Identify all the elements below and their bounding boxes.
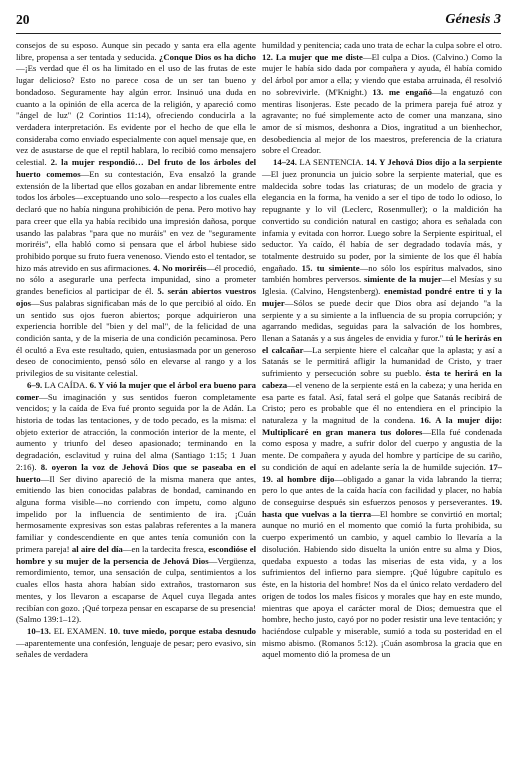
commentary-text: —aparentemente una confesión, lenguaje de pesar; pero evasivo, sin señales de verdadera: [16, 637, 256, 660]
commentary-text: LA CAÍDA.: [44, 379, 90, 390]
bold-lemma: 19. hasta que vuelvas a la tierra: [262, 497, 502, 519]
bold-lemma: 13. me engañó: [372, 86, 433, 97]
paragraph: [16, 380, 256, 626]
running-title: Génesis 3: [445, 12, 501, 27]
bold-lemma: 2. la mujer respondió… Del fruto de los árboles del huerto comemos: [16, 157, 256, 179]
bold-lemma: 10–13.: [27, 625, 54, 636]
commentary-text: —El culpa a Dios. (Calvino.) Como la mujer le había sido dada por compañera y ayuda, él había comido del árbol por amor a ella; y viendo que estaba arruinada, él resolvió no sobrevivirle. (M'Knight.): [262, 51, 502, 97]
bold-lemma: 14–24.: [273, 157, 300, 168]
paragraph: [16, 626, 256, 661]
bold-lemma: al aire del día: [71, 543, 123, 554]
bold-lemma: 8. oyeron la voz de Jehová Dios que se paseaba en el huerto: [16, 461, 256, 484]
commentary-text: —en la tardecita fresca,: [122, 543, 209, 554]
commentary-text: —Vergüenza, remordimiento, temor, una sensación de culpa, sentimientos a los cuales ellos hasta ahora habían sido extraños, trastornaron sus mentes, y los llevaron a escaparse de Aquel cuya llegada antes recibían con gozo. ¡Qué torpeza pensar en escaparse de su presencia! (Salmo 139:1–12).: [16, 555, 256, 625]
commentary-text: —el veneno de la serpiente está en la cabeza; y una herida en esa parte es fatal. Así, fatal será el golpe que Satanás recibirá de Cristo; pero es probable que él no entendiera en el principio la naturaleza y la magnitud de la condena.: [262, 379, 502, 425]
page-number: 20: [16, 12, 30, 27]
commentary-text: —En su contestación, Eva ensalzó la grande extensión de la libertad que ellos gozaban en andar libremente entre todos los árboles—exceptuando uno solo—respecto a los cuales ella declaró que no había ninguna prohibición de pena. Pero motivo hay para creer que ella ya había recibido una impresión dañosa, porque usando las palabras "para que no muráis" en vez de "seguramente moriréis", ella habló como si pensara que el árbol hubiese sido prohibido porque su fruto fuera venenoso. Viendo esto el tentador, se hizo más atrevido en sus afirmaciones.: [16, 168, 256, 273]
bold-lemma: 4. No moriréis: [153, 262, 207, 273]
bold-lemma: 5. serán abiertos vuestros ojos: [16, 286, 256, 308]
bold-lemma: enemistad pondré entre ti y la mujer: [262, 286, 502, 308]
bold-lemma: escondióse el hombre y su mujer de la persencia de Jehová Dios: [16, 543, 257, 566]
commentary-text: —la engatuzó con mentiras lisonjeras. Este pecado de la primera pareja fué atroz y agravante; no fué simplemente acto de comer una manzana, sino amor de sí mismos, deshonra a Dios, ingratitud a un bienhechor, desobediencia al mejor de los maestros, preferencia de la criatura sobre el Creador.: [262, 86, 502, 156]
page-header: [16, 12, 501, 30]
commentary-text: LA SENTENCIA.: [299, 157, 367, 168]
paragraph: [262, 157, 502, 661]
bold-lemma: 16. A la mujer dijo: Multiplicaré en gran manera tus dolores: [262, 415, 502, 437]
bold-lemma: 6. Y vió la mujer que el árbol era bueno para comer: [16, 379, 256, 402]
bold-lemma: 15. tu simiente: [301, 262, 360, 273]
commentary-text: —el Mesías y su Iglesia. (Calvino, Hengstenberg).: [262, 274, 503, 297]
right-column: [262, 40, 502, 661]
commentary-text: —Ella fué condenada como esposa y madre, a sufrir dolor del cuerpo y angustia de la mente. De compañera y ayuda del hombre y partícipe de su cariño, su condición de aquí en adelante sería la de humilde sujeción.: [262, 426, 502, 472]
bold-lemma: 6–9.: [27, 379, 45, 390]
commentary-text: EL EXAMEN.: [53, 625, 110, 636]
paragraph: [16, 40, 256, 380]
commentary-text: —obligado a ganar la vida labrando la tierra; pero lo que antes de la caída hacía con facilidad y placer, no había de conseguirse después sin esfuerzos penosos y perseverantes.: [262, 473, 502, 508]
bold-lemma: tú le herirás en el calcañar: [262, 332, 502, 355]
bold-lemma: 14. Y Jehová Dios dijo a la serpiente: [366, 157, 502, 168]
commentary-text: —Su imaginación y sus sentidos fueron completamente vencidos; y la caída de Eva fué pronto seguida por la de Adán. La historia de todas las tentaciones, y de todo pecado, es la misma: el objeto exterior de atracción, la conmoción interior de la mente, el aumento y triunfo del deseo apasionado; terminando en la degradación, esclavitud y ruina del alma (Santiago 1:15; 1 Juan 2:16).: [16, 391, 256, 472]
bold-lemma: 10. tuve miedo, porque estaba desnudo: [109, 625, 257, 636]
commentary-text: consejos de su esposo. Aunque sin pecado y santa era ella agente libre, propensa a ser tentada y seducida.: [16, 40, 256, 62]
bold-lemma: simiente de la mujer: [364, 274, 442, 285]
commentary-text: humildad y penitencia; cada uno trata de echar la culpa sobre el otro.: [262, 40, 502, 50]
bold-lemma: 12. La mujer que me diste: [262, 51, 363, 62]
commentary-text: —El juez pronuncia un juicio sobre la serpiente material, que es maldecida sobre todas las criaturas; de un modelo de gracia y elegancia en la forma, ha venido a ser el tipo de todo lo odioso, lo repugnante y lo vil (Leclerc, Rosenmuller); o la maldición ha convertido su condición natural en castigo; ahora es señalada con infamia y evitada con horror. Luego sobre la Serpiente espiritual, el seductor. Ya caído, él había de ser degradado todavía más, y totalmente destruido su poder, por la simiente de los que él había engañado.: [262, 168, 502, 273]
left-column: [16, 40, 256, 661]
commentary-text: —él procedió, no sólo a asegurarle una perfecta impunidad, sino a prometer grandes beneficios al participar de él.: [16, 262, 256, 297]
commentary-text: —Sólos se puede decir que Dios obra así dejando "a la serpiente y a su simiente a la influencia de su propia corrupción; y agarrando medidas, seguidas para la salvación de los hombres, llenan a Satanás y a sus ángeles de envidia y furor.": [262, 297, 502, 343]
commentary-text: —La serpiente hiere el calcañar que la aplasta; y así a Satanás se le permitirá afligir la humanidad de Cristo, y traer sufrimiento y persecución sobre su pueblo.: [262, 344, 503, 379]
commentary-text: —¡Es verdad que él os ha limitado en el uso de las frutas de este lugar delicioso? Esto no parece cosa de un ser tan bueno y bondadoso. Seguramente hay algún error. Insinuó una duda en cuanto a la opinión de ella acerca de la religión, y apareció como "ángel de luz" (2 Corintios 11:14), ofreciendo conducirla a la verdadera interpretación. Es evidente por el hecho de que ella le consideraba como enviado especialmente con aquel mensaje que, en vez de asustarse de que el reptil hablara, lo recibió como mensajero celestial.: [16, 63, 256, 168]
bold-lemma: ésta te herirá en la cabeza: [262, 368, 502, 390]
commentary-text: —Sus palabras significaban más de lo que percibió al oído. En un sentido sus ojos fueron abiertos; porque adquirieron una experiencia horrible del "bien y del mal", de la felicidad de una condición santa, y de la miseria de una condición pecaminosa. Pero él ocultó a Eva este resultado, quien, entusiasmada por un generoso deseo de conocimiento, pensó sólo en elevarse al rango y a los privilegios de su visitante celestial.: [16, 297, 256, 379]
paragraph: [262, 40, 502, 157]
bold-lemma: 17–19. al hombre dijo: [262, 461, 502, 484]
commentary-text: —Il Ser divino apareció de la misma manera que antes, emitiendo las bien conocidas palabras de bondad, caminando en alguna forma visible—no corriendo con ímpetu, como alguno impelido por la influencia de sentimiento de ira. ¡Cuán hermosamente expresivas son estas palabras referentes a la manera familiar y condescendiente en que antes tenía comunión con la primera pareja!: [16, 473, 256, 554]
commentary-text: —El hombre se convirtió en mortal; aunque no murió en el momento que comió la furta prohibida, su cuerpo experimentó un cambio, y aquel cambio lo llevaría a la disolución. Habiendo sido disuelta la unión entre su alma y Dios, quedaba expuesto a todas las miserias de esta vida, y a los sufrimientos del infierno para siempre. ¡Qué lúgubre capítulo es éste, en la historia del hombre! Nos da el único relato verdadero del origen de todos los males físicos y morales que hay en este mundo, mientras que apoya el carácter moral de Dios; demuestra que el hombre, hecho justo, cayó por no poder resistir una leve tentación; y haciéndose culpable y miserable, sumió a toda su posteridad en el mismo abismo. (Romanos 5:12). ¡Cuán asombrosa la gracia que en aquel momento dió la promesa de un: [262, 508, 502, 660]
header-rule: [16, 33, 501, 34]
bold-lemma: ¿Conque Dios os ha dicho: [159, 51, 256, 62]
commentary-text: —no sólo los espíritus malvados, sino también hombres perversos.: [262, 262, 502, 285]
